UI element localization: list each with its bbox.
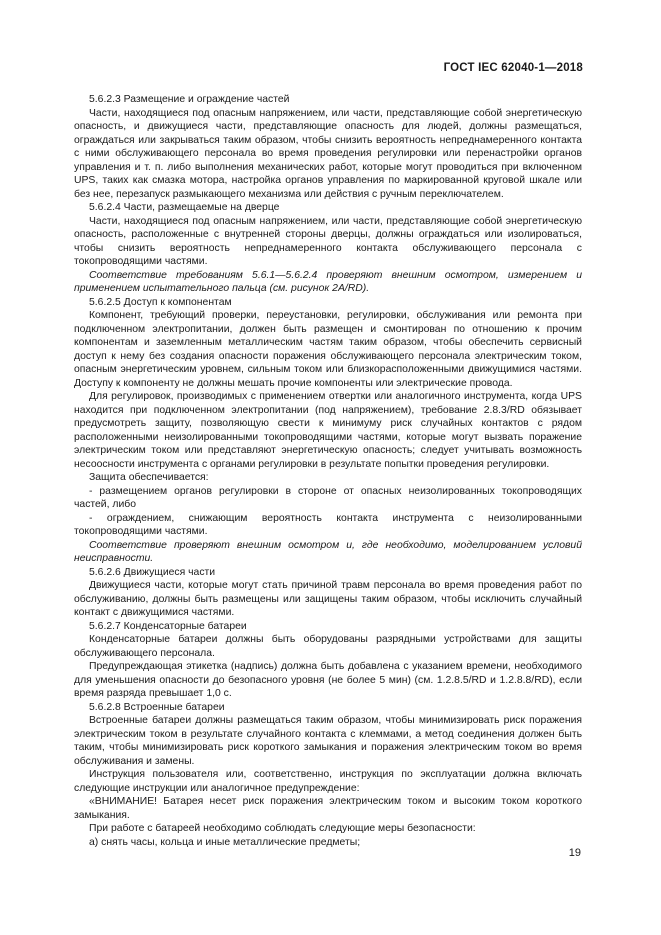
body-paragraph: Конденсаторные батареи должны быть оборудованы разрядными устройствами для защиты обслуживающего персонала. (74, 634, 582, 659)
section-heading: 5.6.2.4 Части, размещаемые на дверце (89, 202, 280, 213)
body-paragraph: «ВНИМАНИЕ! Батарея несет риск поражения электрическим током и высоким током короткого замыкания. (74, 796, 582, 821)
section-heading: 5.6.2.5 Доступ к компонентам (89, 296, 232, 308)
list-item: - размещением органов регулировки в стороне от опасных неизолированных токопроводящих частей, либо (74, 485, 582, 510)
body-paragraph: Для регулировок, производимых с применением отвертки или аналогичного инструмента, когда UPS находится при подключенном электропитании (под напряжением), требование 2.8.3/RD обязывает предусмотреть защиту, позволяющую свести к минимуму риск случайных контактов с рядом расположенными неизолированными токопроводящими частями, которые могут вызвать поражение электрическим током или представляют энергетическую опасность; следует учитывать возможность несоосности инструмента с органами регулировки в результате попытки проведения регулировки. (74, 391, 582, 470)
body-paragraph: При работе с батареей необходимо соблюдать следующие меры безопасности: (89, 823, 476, 834)
body-paragraph: Защита обеспечивается: (89, 472, 209, 483)
list-item: - ограждением, снижающим вероятность контакта инструмента с неизолированными токопроводящими частями. (74, 512, 582, 537)
body-paragraph: Части, находящиеся под опасным напряжением, или части, представляющие собой энергетическую опасность, и движущиеся части, представляющие опасность для людей, должны размещаться, ограждаться или закрываться таким образом, чтобы снизить вероятность непреднамеренного контакта с ними обслуживающего персонала во время проведения регулировки или перенастройки органов управления и т. п. либо выполнения механических работ, которые могут проводиться при включенном UPS, таких как смазка мотора, настройка органов управления по маркированной круговой шкале или без нее, перезапуск размыкающего механизма или действия с ручным переключателем. (74, 107, 582, 200)
compliance-note: Соответствие требованиям 5.6.1—5.6.2.4 проверяют внешним осмотром, измерением и применением испытательного пальца (см. рисунок 2A/RD). (74, 269, 582, 294)
section-heading: 5.6.2.6 Движущиеся части (89, 566, 216, 578)
body-paragraph: Инструкция пользователя или, соответственно, инструкция по эксплуатации должна включать следующие инструкции или аналогичное предупреждение: (74, 769, 582, 794)
section-heading: 5.6.2.3 Размещение и ограждение частей (89, 94, 290, 105)
section-heading: 5.6.2.8 Встроенные батареи (89, 701, 225, 713)
compliance-note: Соответствие проверяют внешним осмотром и, где необходимо, моделированием условий неисправности. (74, 539, 582, 564)
body-paragraph: Встроенные батареи должны размещаться таким образом, чтобы минимизировать риск поражения электрическим током в результате случайного контакта с клеммами, а метод соединения должен быть таким, чтобы минимизировать риск короткого замыкания и поражения электрическим током во время обслуживания и замены. (74, 715, 582, 767)
body-paragraph: а) снять часы, кольца и иные металлические предметы; (89, 836, 361, 848)
document-standard-header: ГОСТ IEC 62040-1—2018 (443, 62, 583, 74)
section-heading: 5.6.2.7 Конденсаторные батареи (89, 620, 247, 632)
document-body (74, 93, 582, 849)
body-paragraph: Предупреждающая этикетка (надпись) должна быть добавлена с указанием времени, необходимого для уменьшения опасности до безопасного уровня (не более 5 мин) (см. 1.2.8.5/RD и 1.2.8.8/RD), если время разряда превышает 1,0 с. (74, 661, 582, 699)
body-paragraph: Компонент, требующий проверки, переустановки, регулировки, обслуживания или ремонта при подключенном электропитании, должен быть размещен и смонтирован по отношению к прочим компонентам и заземленным металлическим частям таким образом, чтобы обеспечить сервисный доступ к нему без создания опасности поражения обслуживающего персонала электрическим током, опасным энергетическим уровнем, сильным током или близкорасположенными движущимися частями. Доступу к компоненту не должны мешать прочие компоненты или электрические провода. (74, 310, 582, 389)
body-paragraph: Движущиеся части, которые могут стать причиной травм персонала во время проведения работ по обслуживанию, должны быть размещены или защищены таким образом, чтобы исключить случайный контакт с движущимися частями. (74, 580, 582, 618)
page-number: 19 (568, 847, 581, 859)
body-paragraph: Части, находящиеся под опасным напряжением, или части, представляющие собой энергетическую опасность, расположенные с внутренней стороны дверцы, должны ограждаться или изолироваться, чтобы снизить вероятность непреднамеренного контакта обслуживающего персонала с токопроводящими частями. (74, 215, 582, 267)
